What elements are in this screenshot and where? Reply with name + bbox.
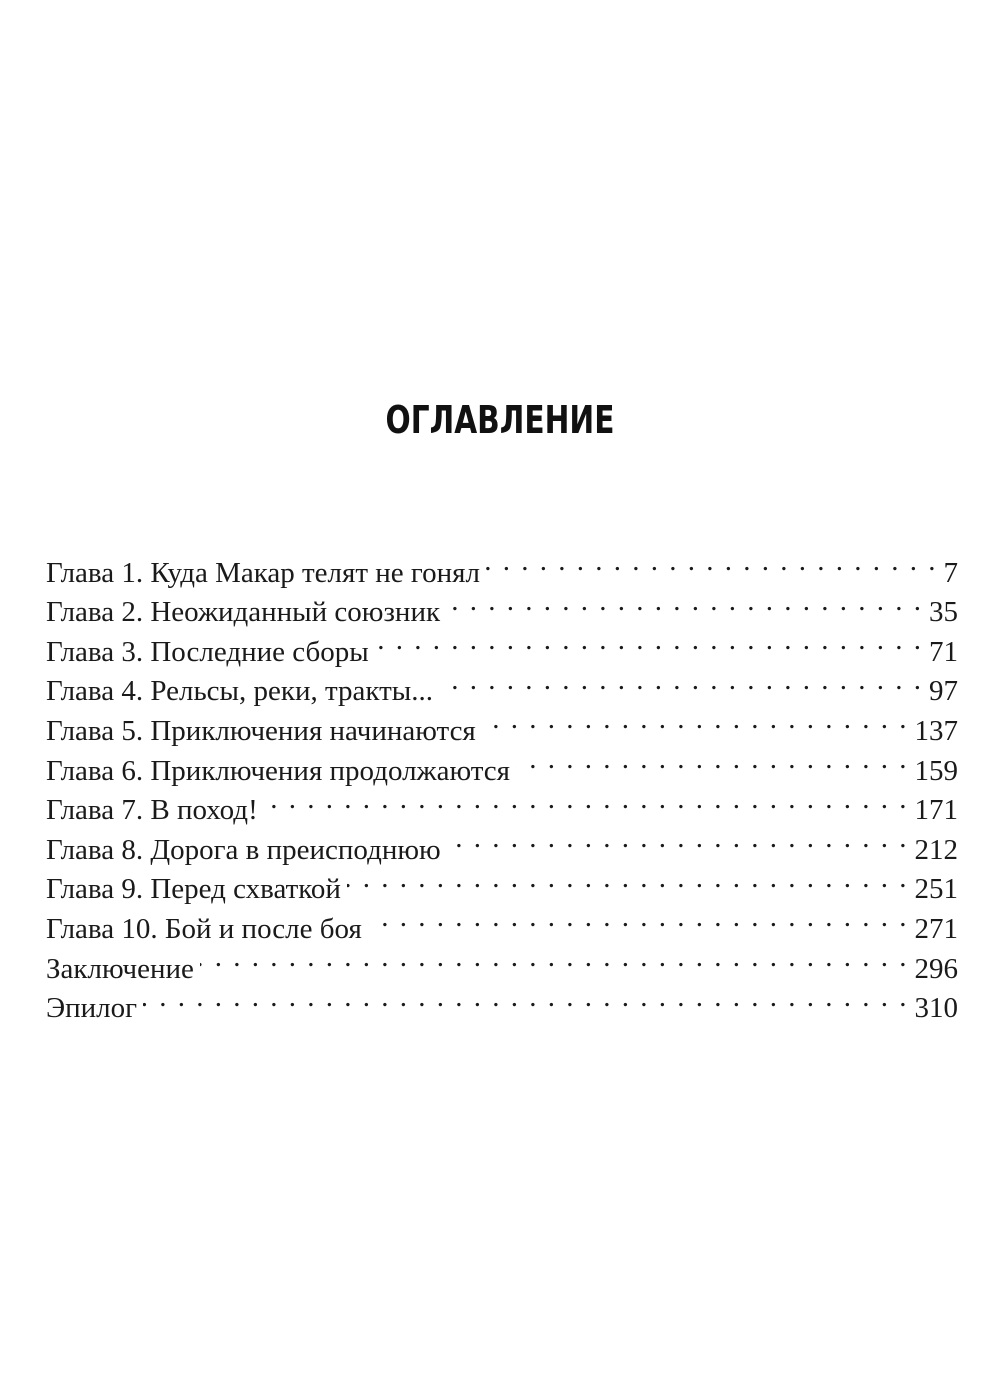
dot-leader (439, 661, 923, 701)
dot-leader (264, 780, 909, 820)
toc-entry-page: 310 (914, 992, 958, 1025)
toc-entry-label: Глава 9. Перед схваткой (46, 873, 341, 906)
toc-entry-label: Глава 7. В поход! (46, 794, 258, 827)
dot-leader (368, 898, 909, 938)
dot-leader (200, 938, 909, 978)
page-title: ОГЛАВЛЕНИЕ (385, 398, 615, 442)
dot-leader (486, 542, 938, 582)
toc-entry-page: 271 (914, 912, 958, 945)
toc-entry-label: Заключение (46, 952, 194, 985)
toc-entry-page: 35 (929, 596, 958, 629)
dot-leader (516, 740, 909, 780)
toc-entry-label: Глава 3. Последние сборы (46, 635, 369, 668)
toc-entry-page: 251 (914, 873, 958, 906)
toc-entry-label: Глава 6. Приключения продолжаются (46, 754, 510, 787)
toc-entry-label: Глава 1. Куда Макар телят не гонял (46, 556, 480, 589)
toc-entry-page: 137 (914, 714, 958, 747)
toc-entry-page: 212 (914, 833, 958, 866)
toc-entry-label: Глава 4. Рельсы, реки, тракты... (46, 675, 434, 708)
dot-leader (347, 859, 909, 899)
dot-leader (482, 700, 909, 740)
toc-entry-page: 7 (943, 556, 958, 589)
toc-entry-label: Глава 2. Неожиданный союзник (46, 596, 441, 629)
toc-entry (46, 978, 958, 1025)
dot-leader (446, 582, 923, 622)
dot-leader (375, 621, 923, 661)
dot-leader (143, 978, 908, 1018)
table-of-contents (46, 542, 958, 1025)
toc-entry-label: Глава 10. Бой и после боя (46, 912, 362, 945)
toc-entry-label: Глава 8. Дорога в преисподнюю (46, 833, 441, 866)
toc-entry-page: 97 (929, 675, 958, 708)
dot-leader (447, 819, 909, 859)
toc-entry-label: Эпилог (46, 992, 138, 1025)
toc-entry-page: 159 (914, 754, 958, 787)
toc-entry-page: 296 (914, 952, 958, 985)
toc-entry-page: 171 (914, 794, 958, 827)
toc-entry-page: 71 (929, 635, 958, 668)
toc-entry (46, 542, 958, 589)
toc-entry-label: Глава 5. Приключения начинаются (46, 714, 476, 747)
